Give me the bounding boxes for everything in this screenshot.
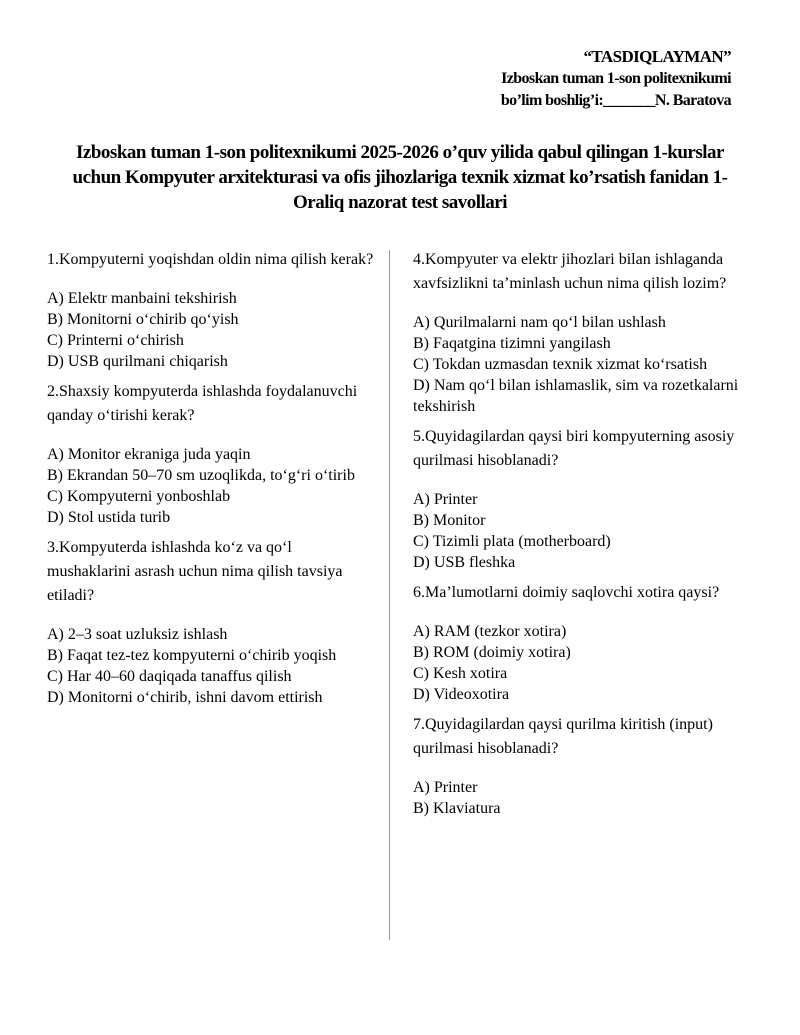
answer-option: C) Tizimli plata (motherboard) [413, 533, 611, 550]
answer-option: D) Stol ustida turib [47, 509, 171, 526]
question-text: 1.Kompyuterni yoqishdan oldin nima qilish kerak? [47, 251, 374, 268]
answer-option: D) USB qurilmani chiqarish [47, 353, 228, 370]
approval-line-1: Izboskan tuman 1-son politexnikumi [501, 70, 731, 87]
question-block [413, 713, 743, 819]
answer-option: A) RAM (tezkor xotira) [413, 623, 567, 640]
approval-line-2: bo’lim boshlig’i:_______N. Baratova [500, 92, 731, 109]
question-text: 2.Shaxsiy kompyuterda ishlashda foydalanuvchi qanday o‘tirishi kerak? [47, 383, 358, 424]
answer-option: D) Videoxotira [413, 686, 510, 703]
right-column [413, 248, 743, 827]
answer-option: B) Monitorni o‘chirib qo‘yish [47, 311, 239, 328]
question-block [47, 536, 375, 708]
approval-stamp: “TASDIQLAYMAN” [583, 47, 731, 66]
answer-option: C) Printerni o‘chirish [47, 332, 184, 349]
question-text: 6.Ma’lumotlarni doimiy saqlovchi xotira qaysi? [413, 584, 720, 601]
answer-option: A) Elektr manbaini tekshirish [47, 290, 237, 307]
document-title: Izboskan tuman 1-son politexnikumi 2025-2026 o’quv yilida qabul qilingan 1-kurslar uchun Kompyuter arxitekturasi va ofis jihozlariga texnik xizmat ko’rsatish fanidan 1-Oraliq nazorat test savollari [72, 142, 728, 213]
question-block [413, 425, 743, 573]
column-divider [389, 250, 390, 940]
answer-option: B) Monitor [413, 512, 486, 529]
left-column [47, 248, 375, 716]
answer-option: B) Klaviatura [413, 800, 501, 817]
question-block [47, 380, 375, 528]
question-block [47, 248, 375, 372]
answer-option: A) Monitor ekraniga juda yaqin [47, 446, 251, 463]
answer-option: A) Qurilmalarni nam qo‘l bilan ushlash [413, 314, 666, 331]
question-text: 4.Kompyuter va elektr jihozlari bilan ishlaganda xavfsizlikni ta’minlash uchun nima qilish lozim? [413, 251, 727, 292]
answer-option: C) Kesh xotira [413, 665, 508, 682]
approval-block [501, 46, 731, 112]
answer-option: A) 2–3 soat uzluksiz ishlash [47, 626, 228, 643]
question-text: 3.Kompyuterda ishlashda ko‘z va qo‘l mushaklarini asrash uchun nima qilish tavsiya etiladi? [47, 539, 343, 604]
answer-option: C) Tokdan uzmasdan texnik xizmat ko‘rsatish [413, 356, 708, 373]
answer-option: A) Printer [413, 779, 478, 796]
answer-option: D) Monitorni o‘chirib, ishni davom ettirish [47, 689, 323, 706]
question-block [413, 581, 743, 705]
answer-option: B) Faqatgina tizimni yangilash [413, 335, 611, 352]
answer-option: A) Printer [413, 491, 478, 508]
question-block [413, 248, 743, 417]
answer-option: D) USB fleshka [413, 554, 516, 571]
answer-option: C) Har 40–60 daqiqada tanaffus qilish [47, 668, 292, 685]
question-text: 7.Quyidagilardan qaysi qurilma kiritish (input) qurilmasi hisoblanadi? [413, 716, 713, 757]
answer-option: B) Faqat tez-tez kompyuterni o‘chirib yoqish [47, 647, 337, 664]
answer-option: D) Nam qo‘l bilan ishlamaslik, sim va rozetkalarni tekshirish [413, 377, 739, 415]
answer-option: C) Kompyuterni yonboshlab [47, 488, 231, 505]
answer-option: B) ROM (doimiy xotira) [413, 644, 571, 661]
answer-option: B) Ekrandan 50–70 sm uzoqlikda, to‘g‘ri o‘tirib [47, 467, 355, 484]
question-text: 5.Quyidagilardan qaysi biri kompyuterning asosiy qurilmasi hisoblanadi? [413, 428, 735, 469]
